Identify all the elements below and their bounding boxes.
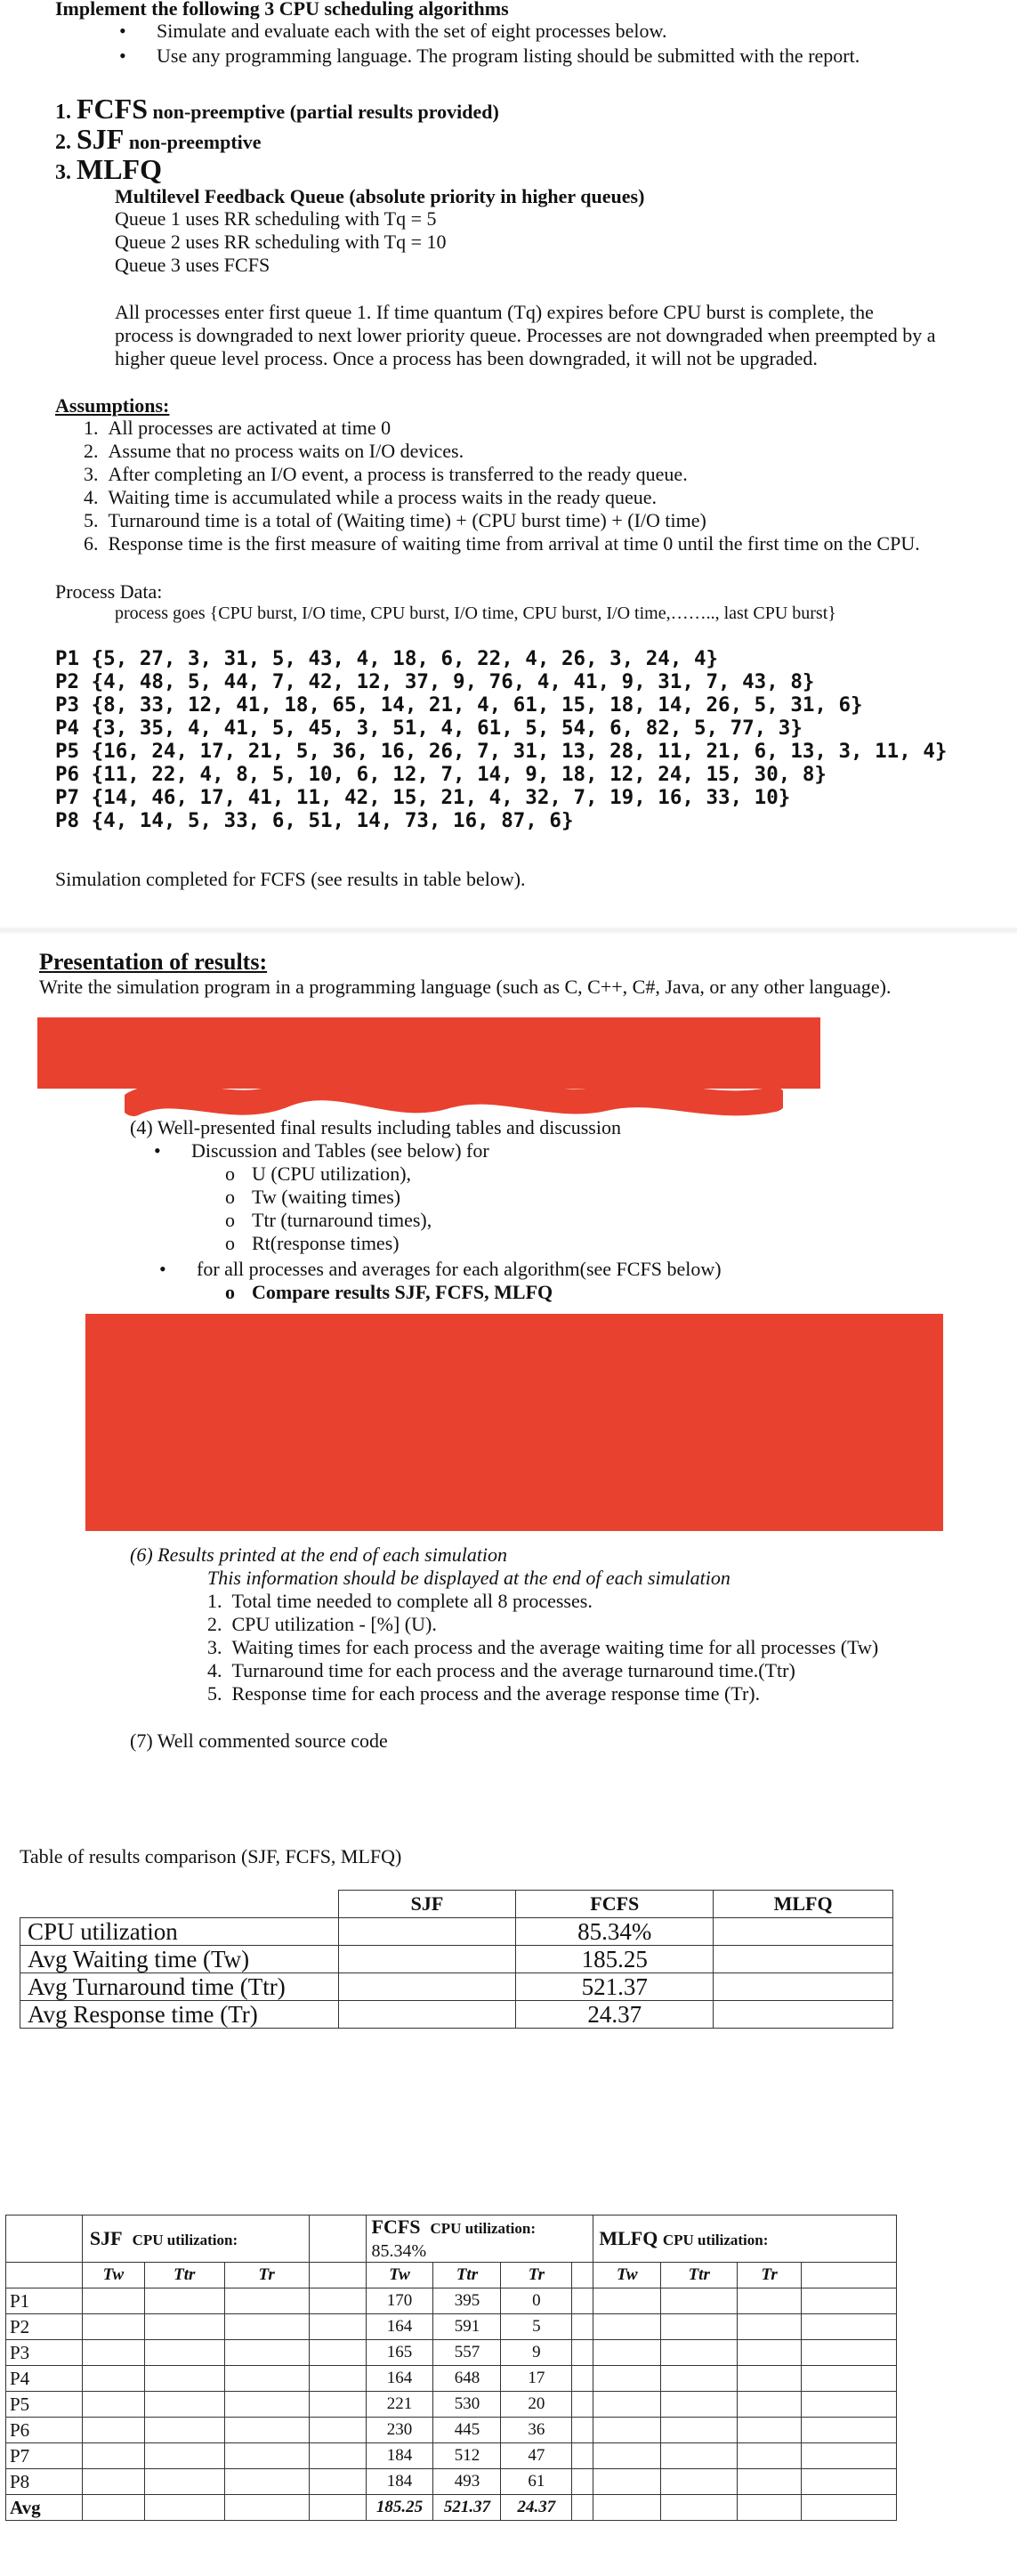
sjf-col-tw: Tw [82,2263,144,2288]
page-divider [0,926,1017,935]
mlfq-cell [661,2288,738,2314]
sjf-cell [224,2495,309,2521]
item-6-heading: (6) Results printed at the end of each simulation [130,1543,508,1566]
sjf-cell [224,2418,309,2443]
sjf-cell [144,2469,224,2495]
process-label: P2 [6,2314,83,2340]
fcfs-results-title: FCFS CPU utilization: 85.34% [366,2216,593,2263]
sjf-cell [144,2366,224,2392]
fcfs-cell: 184 [366,2469,433,2495]
process-label: P4 [6,2366,83,2392]
mlfq-cell [738,2469,802,2495]
process-line-p1: P1 {5, 27, 3, 31, 5, 43, 4, 18, 6, 22, 4, 26, 3, 24, 4} [55,647,719,670]
fcfs-cell: 0 [501,2288,572,2314]
mlfq-cell [738,2314,802,2340]
process-label: P8 [6,2469,83,2495]
fcfs-cell: 5 [501,2314,572,2340]
assumption-item: 2. Assume that no process waits on I/O devices. [84,440,464,462]
sjf-cell [224,2366,309,2392]
sjf-cell [82,2443,144,2469]
sjf-cell [82,2314,144,2340]
mlfq-cell [593,2418,661,2443]
sjf-cell [144,2314,224,2340]
process-line-p5: P5 {16, 24, 17, 21, 5, 36, 16, 26, 7, 31, 13, 28, 11, 21, 6, 13, 3, 11, 4} [55,740,948,763]
results-table [5,2215,897,2521]
sjf-cell [82,2366,144,2392]
item-4-bullet: • Discussion and Tables (see below) for [191,1139,489,1162]
fcfs-col-tr: Tr [501,2263,572,2288]
fcfs-cell: 20 [501,2392,572,2418]
sjf-cell [82,2288,144,2314]
mlfq-cell [661,2469,738,2495]
assumption-item: 4. Waiting time is accumulated while a process waits in the ready queue. [84,486,657,508]
comparison-row-label: Avg Turnaround time (Ttr) [20,1973,339,2001]
item-6-list-item: 3. Waiting times for each process and the average waiting time for all processes (Tw) [207,1636,879,1658]
process-label: P1 [6,2288,83,2314]
sjf-cell [144,2418,224,2443]
comparison-cell-sjf [338,1946,516,1973]
mlfq-cell [738,2340,802,2366]
intro-bullet: • Simulate and evaluate each with the set of eight processes below. [157,20,666,43]
sjf-cell [144,2288,224,2314]
sjf-cell [224,2288,309,2314]
mlfq-cell [738,2495,802,2521]
fcfs-cell: 17 [501,2366,572,2392]
mlfq-cell [593,2443,661,2469]
results-column-header-row [6,2263,897,2288]
algorithm-item-sjf: 2. SJF non-preemptive [55,123,262,155]
comparison-header-row [20,1891,893,1918]
item-6-list-item: 4. Turnaround time for each process and the average turnaround time.(Ttr) [207,1659,795,1681]
sjf-cell [82,2340,144,2366]
fcfs-col-tw: Tw [366,2263,433,2288]
process-label: P5 [6,2392,83,2418]
algorithm-item-mlfq: 3. MLFQ [55,153,162,185]
redaction-scribble [125,1077,783,1122]
fcfs-cell: 493 [433,2469,501,2495]
item-6-list-item: 5. Response time for each process and the average response time (Tr). [207,1682,761,1705]
mlfq-results-title: MLFQ CPU utilization: [593,2216,897,2263]
presentation-subtitle: Write the simulation program in a programming language (such as C, C++, C#, Java, or any other language). [39,976,892,998]
mlfq-cell [738,2392,802,2418]
mlfq-cell [593,2366,661,2392]
assumptions-title: Assumptions: [55,394,170,417]
comparison-header-fcfs: FCFS [516,1891,714,1918]
redaction-block [85,1314,943,1531]
fcfs-cell: 164 [366,2314,433,2340]
assumption-item: 6. Response time is the first measure of waiting time from arrival at time 0 until the first time on the CPU. [84,532,920,555]
sjf-cell [144,2392,224,2418]
fcfs-cell: 521.37 [433,2495,501,2521]
item-6-list-item: 2. CPU utilization - [%] (U). [207,1613,437,1635]
item-6-list-item: 1. Total time needed to complete all 8 processes. [207,1590,593,1612]
comparison-row [20,1918,893,1946]
mlfq-paragraph-line: process is downgraded to next lower priority queue. Processes are not downgraded when preempted by a [115,324,936,346]
item-4-sub-item: o Tw (waiting times) [252,1186,400,1209]
mlfq-cell [661,2340,738,2366]
mlfq-cell [593,2392,661,2418]
mlfq-title: Multilevel Feedback Queue (absolute priority in higher queues) [115,185,645,207]
comparison-row [20,1973,893,2001]
mlfq-cell [661,2314,738,2340]
comparison-cell-fcfs: 24.37 [516,2001,714,2029]
results-row [6,2314,897,2340]
item-7-heading: (7) Well commented source code [130,1729,388,1752]
results-row [6,2366,897,2392]
results-row [6,2392,897,2418]
results-body [6,2288,897,2521]
process-line-p8: P8 {4, 14, 5, 33, 6, 51, 14, 73, 16, 87, 6} [55,809,574,832]
comparison-cell-mlfq [714,1946,893,1973]
mlfq-queue-2: Queue 2 uses RR scheduling with Tq = 10 [115,231,447,253]
mlfq-cell [738,2443,802,2469]
item-4-sub-item: o U (CPU utilization), [252,1162,411,1186]
comparison-row-label: CPU utilization [20,1918,339,1946]
comparison-cell-sjf [338,1918,516,1946]
fcfs-cell: 36 [501,2418,572,2443]
process-line-p6: P6 {11, 22, 4, 8, 5, 10, 6, 12, 7, 14, 9, 18, 12, 24, 15, 30, 8} [55,763,827,786]
fcfs-cell: 221 [366,2392,433,2418]
sjf-cell [224,2469,309,2495]
intro-bullet: • Use any programming language. The program listing should be submitted with the report. [157,45,860,68]
fcfs-cell: 648 [433,2366,501,2392]
mlfq-col-ttr: Ttr [661,2263,738,2288]
process-label: P6 [6,2418,83,2443]
results-title-row [6,2216,897,2263]
sjf-cell [224,2314,309,2340]
mlfq-cell [661,2495,738,2521]
fcfs-cell: 512 [433,2443,501,2469]
comparison-cell-sjf [338,2001,516,2029]
comparison-cell-mlfq [714,1973,893,2001]
process-line-p2: P2 {4, 48, 5, 44, 7, 42, 12, 37, 9, 76, 4, 41, 9, 31, 7, 43, 8} [55,670,815,693]
sjf-results-title: SJF CPU utilization: [82,2216,309,2263]
sjf-cell [82,2418,144,2443]
fcfs-cell: 445 [433,2418,501,2443]
comparison-cell-fcfs: 185.25 [516,1946,714,1973]
fcfs-cell: 591 [433,2314,501,2340]
algorithm-item-fcfs: 1. FCFS non-preemptive (partial results provided) [55,93,499,125]
fcfs-col-ttr: Ttr [433,2263,501,2288]
comparison-row-label: Avg Waiting time (Tw) [20,1946,339,1973]
fcfs-cell: 557 [433,2340,501,2366]
mlfq-cell [661,2418,738,2443]
assumption-item: 3. After completing an I/O event, a process is transferred to the ready queue. [84,463,688,485]
results-row [6,2443,897,2469]
mlfq-cell [593,2469,661,2495]
sjf-col-tr: Tr [224,2263,309,2288]
process-label: P7 [6,2443,83,2469]
mlfq-cell [738,2288,802,2314]
assignment-heading: Implement the following 3 CPU scheduling algorithms [55,0,509,20]
comparison-cell-fcfs: 521.37 [516,1973,714,2001]
mlfq-col-tr: Tr [738,2263,802,2288]
assumption-item: 5. Turnaround time is a total of (Waiting time) + (CPU burst time) + (I/O time) [84,509,706,531]
results-row [6,2418,897,2443]
sjf-cell [224,2340,309,2366]
comparison-header-sjf: SJF [338,1891,516,1918]
sjf-cell [224,2443,309,2469]
comparison-caption: Table of results comparison (SJF, FCFS, MLFQ) [20,1845,402,1867]
sjf-col-ttr: Ttr [144,2263,224,2288]
sjf-cell [144,2443,224,2469]
mlfq-cell [593,2314,661,2340]
comparison-row-label: Avg Response time (Tr) [20,2001,339,2029]
fcfs-cell: 230 [366,2418,433,2443]
item-4-sub-item: o Rt(response times) [252,1232,400,1255]
comparison-cell-mlfq [714,1918,893,1946]
item-4-heading: (4) Well-presented final results including tables and discussion [130,1116,621,1138]
sjf-cell [82,2392,144,2418]
mlfq-col-tw: Tw [593,2263,661,2288]
item-4-sub-item: o Ttr (turnaround times), [252,1209,432,1232]
comparison-table [20,1890,893,2029]
item-6-note: This information should be displayed at the end of each simulation [207,1567,730,1589]
sjf-cell [224,2392,309,2418]
process-data-format: process goes {CPU burst, I/O time, CPU burst, I/O time, CPU burst, I/O time,…….., last CPU burst} [115,603,836,623]
item-4-compare: o Compare results SJF, FCFS, MLFQ [252,1281,553,1304]
comparison-cell-fcfs: 85.34% [516,1918,714,1946]
presentation-title: Presentation of results: [39,949,268,975]
assumption-item: 1. All processes are activated at time 0 [84,417,391,439]
comparison-cell-sjf [338,1973,516,2001]
comparison-row [20,2001,893,2029]
fcfs-cell: 185.25 [366,2495,433,2521]
fcfs-cell: 530 [433,2392,501,2418]
mlfq-cell [593,2288,661,2314]
mlfq-cell [738,2418,802,2443]
fcfs-cell: 165 [366,2340,433,2366]
fcfs-cell: 24.37 [501,2495,572,2521]
mlfq-cell [593,2340,661,2366]
mlfq-cell [661,2392,738,2418]
process-line-p4: P4 {3, 35, 4, 41, 5, 45, 3, 51, 4, 61, 5, 54, 6, 82, 5, 77, 3} [55,717,803,740]
fcfs-cell: 395 [433,2288,501,2314]
sjf-cell [144,2340,224,2366]
process-data-label: Process Data: [55,580,163,603]
results-row [6,2469,897,2495]
mlfq-cell [738,2366,802,2392]
process-line-p7: P7 {14, 46, 17, 41, 11, 42, 15, 21, 4, 32, 7, 19, 16, 33, 10} [55,786,791,809]
results-row [6,2288,897,2314]
fcfs-cell: 170 [366,2288,433,2314]
mlfq-cell [661,2366,738,2392]
fcfs-cell: 61 [501,2469,572,2495]
sjf-cell [82,2469,144,2495]
comparison-row [20,1946,893,1973]
fcfs-cell: 184 [366,2443,433,2469]
mlfq-paragraph-line: higher queue level process. Once a process has been downgraded, it will not be upgraded. [115,347,818,369]
item-4-bullet: • for all processes and averages for each algorithm(see FCFS below) [197,1258,722,1281]
results-row [6,2340,897,2366]
results-avg-row [6,2495,897,2521]
fcfs-cell: 47 [501,2443,572,2469]
mlfq-cell [593,2495,661,2521]
mlfq-paragraph-line: All processes enter first queue 1. If time quantum (Tq) expires before CPU burst is complete, the [115,301,874,323]
fcfs-cell: 9 [501,2340,572,2366]
comparison-cell-mlfq [714,2001,893,2029]
simulation-completed-note: Simulation completed for FCFS (see results in table below). [55,868,526,890]
process-label: P3 [6,2340,83,2366]
fcfs-cell: 164 [366,2366,433,2392]
sjf-cell [144,2495,224,2521]
process-line-p3: P3 {8, 33, 12, 41, 18, 65, 14, 21, 4, 61, 15, 18, 14, 26, 5, 31, 6} [55,693,863,717]
mlfq-queue-1: Queue 1 uses RR scheduling with Tq = 5 [115,207,437,230]
sjf-cell [82,2495,144,2521]
mlfq-cell [661,2443,738,2469]
comparison-header-mlfq: MLFQ [714,1891,893,1918]
process-label: Avg [6,2495,83,2521]
mlfq-queue-3: Queue 3 uses FCFS [115,254,270,276]
